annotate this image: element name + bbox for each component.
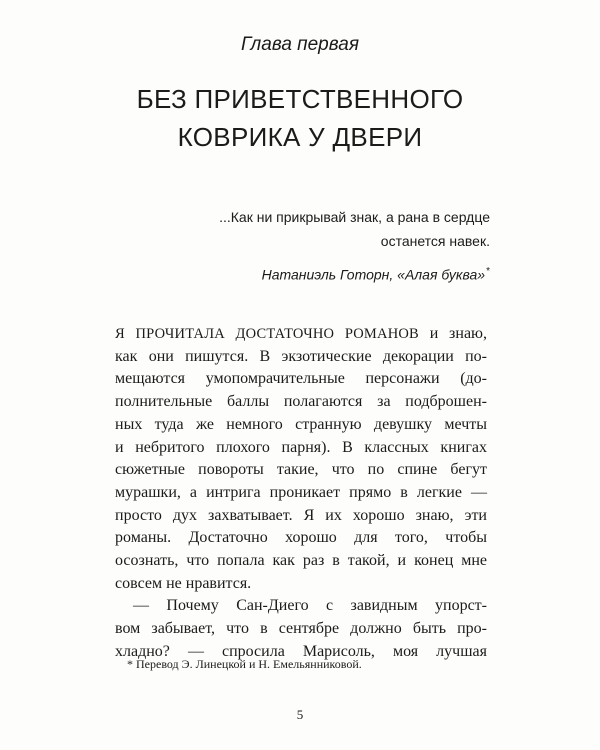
epigraph-attribution bbox=[170, 260, 490, 287]
body-line: осознать, что попала как раз в такой, и конец мне bbox=[115, 552, 487, 570]
body-line: вом забывает, что в сентябре должно быть про- bbox=[115, 620, 487, 638]
page-number: 5 bbox=[296, 707, 304, 722]
footnote-marker: * bbox=[486, 266, 490, 277]
body-line: — Почему Сан-Диего с завидным упорст- bbox=[133, 597, 487, 615]
chapter-label: Глава первая bbox=[241, 34, 359, 55]
body-line: полнительные баллы полагаются за подброшен- bbox=[115, 393, 487, 411]
epigraph-line: ...Как ни прикрывай знак, а рана в сердце bbox=[219, 209, 490, 225]
body-line: сюжетные повороты такие, что по спине бегут bbox=[115, 461, 487, 479]
body-line: хладно? — спросила Марисоль, моя лучшая bbox=[115, 642, 487, 660]
body-line bbox=[115, 323, 487, 346]
epigraph-line: останется навек. bbox=[380, 233, 490, 249]
body-line: и небритого плохого парня). В классных книгах bbox=[115, 438, 487, 456]
lead-in-smallcaps: Я ПРОЧИТАЛА ДОСТАТОЧНО РОМАНОВ bbox=[115, 326, 419, 342]
lead-in-rest: и знаю, bbox=[418, 325, 487, 342]
body-line: просто дух захватывает. Я их хорошо знаю, эти bbox=[115, 506, 487, 524]
body-line: ных туда же немного странную девушку мечты bbox=[115, 415, 487, 433]
footnote: * Перевод Э. Линецкой и Н. Емельянниковой. bbox=[127, 657, 362, 671]
body-line: мурашки, а интрига проникает прямо в легкие — bbox=[115, 483, 487, 501]
chapter-title-line: БЕЗ ПРИВЕТСТВЕННОГО bbox=[136, 84, 464, 114]
epigraph bbox=[170, 205, 490, 287]
body-line: романы. Достаточно хорошо для того, чтобы bbox=[115, 529, 487, 547]
attribution-text: Натаниэль Готорн, «Алая буква» bbox=[261, 266, 486, 283]
body-line: совсем не нравится. bbox=[115, 574, 252, 592]
body-text bbox=[115, 323, 487, 664]
chapter-title-line: КОВРИКА У ДВЕРИ bbox=[177, 122, 423, 152]
body-line: как они пишутся. В экзотические декорации по- bbox=[115, 347, 487, 365]
body-line: мещаются умопомрачительные персонажи (до- bbox=[115, 370, 487, 388]
chapter-title bbox=[0, 80, 600, 156]
